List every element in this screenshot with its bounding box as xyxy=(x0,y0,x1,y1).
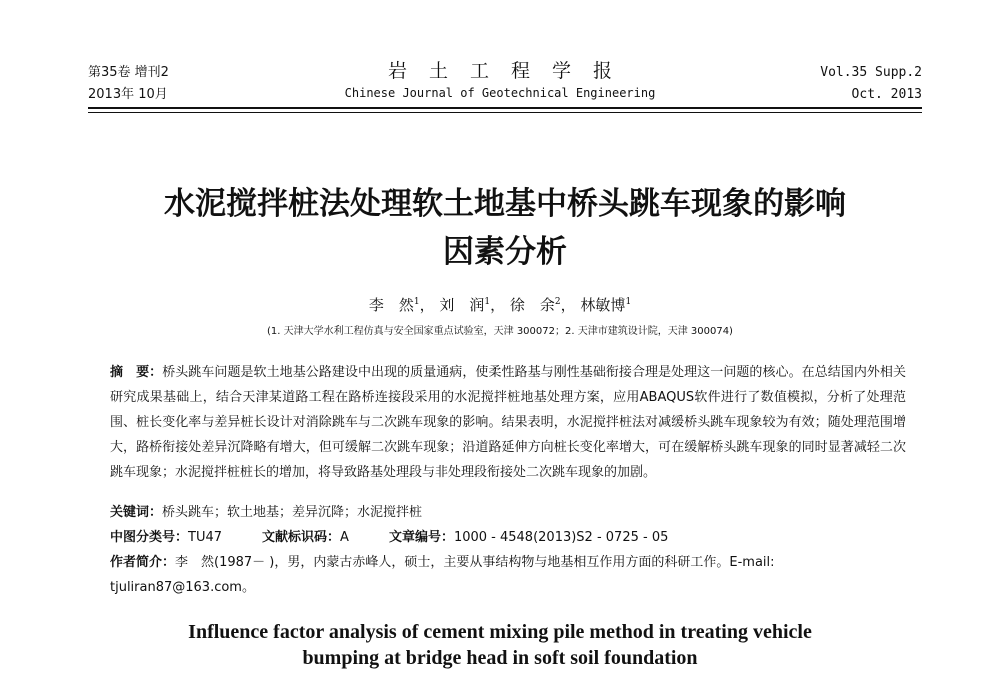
article-number-value: 1000 - 4548(2013)S2 - 0725 - 05 xyxy=(453,530,669,545)
volume-en: Vol.35 Supp.2 xyxy=(820,65,922,80)
paper-title-en xyxy=(0,619,1000,671)
author-bio-label: 作者简介： xyxy=(110,555,176,570)
title-cn-line-1: 水泥搅拌桩法处理软土地基中桥头跳车现象的影响 xyxy=(164,186,846,222)
author-affil-sup: 1 xyxy=(625,297,632,307)
header-rule-thin xyxy=(88,112,922,113)
title-en-line-2: bumping at bridge head in soft soil foundation xyxy=(302,647,698,669)
author-name: 李 然 xyxy=(368,296,414,314)
article-number-label: 文章编号： xyxy=(388,530,454,545)
keywords-label: 关键词： xyxy=(110,505,163,520)
title-cn-line-2: 因素分析 xyxy=(443,234,567,270)
author-name: 刘 润 xyxy=(439,296,485,314)
clc-label: 中图分类号： xyxy=(110,530,189,545)
header-rule-thick xyxy=(88,107,922,109)
author-affil-sup: 2 xyxy=(554,297,561,307)
affiliation: (1. 天津大学水利工程仿真与安全国家重点试验室，天津 300072；2. 天津市建筑设计院，天津 300074) xyxy=(267,326,733,337)
journal-title-en: Chinese Journal of Geotechnical Engineering xyxy=(344,86,656,100)
doc-code-value: A xyxy=(340,530,349,545)
author-affil-sup: 1 xyxy=(413,297,420,307)
author-bio-text: 李 然(1987－ )，男，内蒙古赤峰人，硕士，主要从事结构物与地基相互作用方面的科研工作。E-mail: tjuliran87@163.com。 xyxy=(110,555,775,595)
keywords-text: 桥头跳车；软土地基；差异沉降；水泥搅拌桩 xyxy=(162,505,423,520)
author-name: 徐 余 xyxy=(509,296,555,314)
doc-code-label: 文献标识码： xyxy=(262,530,341,545)
abstract xyxy=(110,360,906,485)
journal-title-cn: 岩土工程学报 xyxy=(387,60,634,82)
author-list: 李 然$^1$， 刘 润$^1$， 徐 余$^2$， 林敏博$^1$ xyxy=(368,296,632,314)
paper-title-cn xyxy=(80,180,930,276)
author-name: 林敏博 xyxy=(580,296,626,314)
clc-value: TU47 xyxy=(188,530,223,545)
abstract-text: 桥头跳车问题是软土地基公路建设中出现的质量通病，使柔性路基与刚性基础衔接合理是处理这一问题的核心。在总结国内外相关研究成果基础上，结合天津某道路工程在路桥连接段采用的水泥搅拌桩地基处理方案，应用ABAQUS软件进行了数值模拟，分析了处理范围、桩长变化率与差异桩长设计对消除跳车与二次跳车现象的影响。结果表明，水泥搅拌桩法对减缓桥头跳车现象较为有效；随处理范围增大，路桥衔接处差异沉降略有增大，但可缓解二次跳车现象；沿道路延伸方向桩长变化率增大，可在缓解桥头跳车现象的同时显著减轻二次跳车现象；水泥搅拌桩桩长的增加，将导致路基处理段与非处理段衔接处二次跳车现象的加剧。 xyxy=(110,365,906,480)
author-affil-sup: 1 xyxy=(484,297,491,307)
classification-line xyxy=(110,525,906,550)
volume-cn: 第35卷 增刊2 xyxy=(88,65,169,80)
title-en-line-1: Influence factor analysis of cement mixing pile method in treating vehicle xyxy=(188,621,812,643)
date-en: Oct. 2013 xyxy=(851,87,922,102)
author-bio xyxy=(110,550,906,600)
header-right xyxy=(820,62,922,106)
date-cn: 2013年 10月 xyxy=(88,87,168,102)
abstract-label: 摘 要： xyxy=(110,365,163,380)
keywords xyxy=(110,500,906,525)
